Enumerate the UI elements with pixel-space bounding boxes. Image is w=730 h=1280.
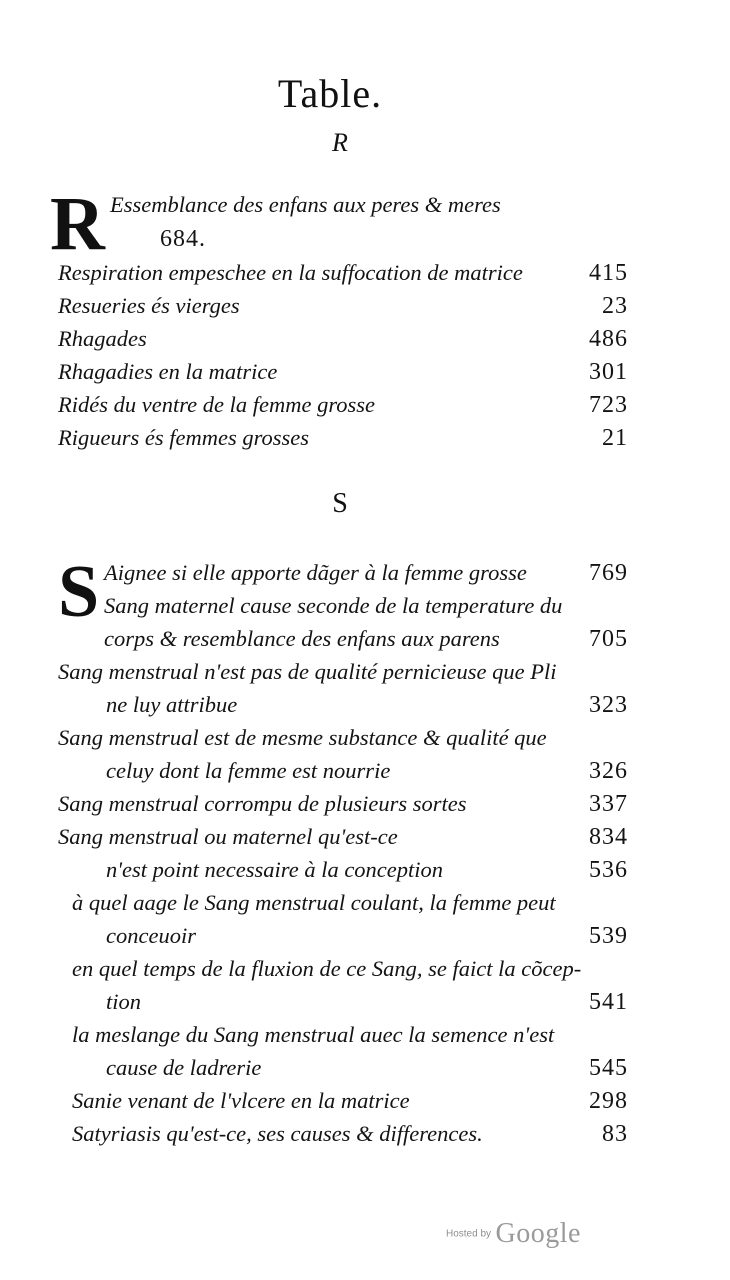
index-entry — [58, 890, 628, 922]
index-entry — [58, 791, 628, 823]
watermark-prefix: Hosted by — [446, 1228, 492, 1240]
dropcap-r: R — [50, 182, 105, 266]
entry-page: 541 — [589, 989, 628, 1015]
index-entry — [58, 260, 628, 292]
entry-page: 21 — [602, 425, 628, 451]
entry-text: Sang menstrual corrompu de plusieurs sortes — [58, 791, 467, 816]
index-entry — [58, 923, 628, 955]
entry-text: à quel aage le Sang menstrual coulant, la femme peut — [72, 890, 556, 915]
entry-page: 83 — [602, 1121, 628, 1147]
entry-text: Sang menstrual est de mesme substance & qualité que — [58, 725, 547, 750]
page-title: Table. — [277, 71, 383, 116]
entry-page: 23 — [602, 293, 628, 319]
entry-text: n'est point necessaire à la conception — [106, 857, 444, 882]
entry-page: 415 — [589, 260, 628, 286]
entry-text: Rigueurs és femmes grosses — [58, 425, 310, 450]
entry-text: celuy dont la femme est nourrie — [106, 758, 391, 783]
entry-text: Satyriasis qu'est-ce, ses causes & differences. — [72, 1121, 483, 1146]
entry-page: 486 — [589, 326, 628, 352]
entry-page: 301 — [589, 359, 628, 385]
entry-page: 323 — [589, 692, 628, 718]
index-entry — [104, 560, 628, 592]
entry-text: Ridés du ventre de la femme grosse — [58, 392, 375, 417]
index-entry — [58, 1055, 628, 1087]
entry-page: 705 — [589, 626, 628, 652]
entry-page: 298 — [589, 1088, 628, 1114]
entry-text: Rhagadies en la matrice — [58, 359, 278, 384]
entry-text: la meslange du Sang menstrual auec la semence n'est — [72, 1022, 555, 1047]
index-entry — [58, 659, 628, 691]
dropcap-s: S — [58, 551, 100, 633]
index-entry — [58, 1088, 628, 1120]
index-entry — [58, 392, 628, 424]
section-heading-s: S — [332, 488, 348, 519]
entry-text: tion — [106, 989, 142, 1014]
index-entry — [58, 956, 628, 988]
index-entry — [58, 425, 628, 457]
index-entry — [58, 359, 628, 391]
entry-text: Essemblance des enfans aux peres & meres — [110, 192, 501, 217]
entry-text: ne luy attribue — [106, 692, 238, 717]
google-logo: Google — [495, 1218, 581, 1249]
entry-text: cause de ladrerie — [106, 1055, 262, 1080]
entry-page: 536 — [589, 857, 628, 883]
entry-text: conceuoir — [106, 923, 196, 948]
index-entry — [58, 758, 628, 790]
entry-page: 337 — [589, 791, 628, 817]
index-entry-page-line — [160, 226, 280, 258]
entry-page: 539 — [589, 923, 628, 949]
google-watermark — [446, 1218, 581, 1252]
entry-text: Respiration empeschee en la suffocation de matrice — [58, 260, 523, 285]
entry-text: en quel temps de la fluxion de ce Sang, se faict la cõcep- — [72, 956, 582, 981]
entry-text: Resueries és vierges — [58, 293, 240, 318]
entry-text: Rhagades — [58, 326, 147, 351]
index-entry — [58, 857, 628, 889]
index-entry — [58, 725, 628, 757]
index-entry — [104, 593, 628, 625]
entry-page: 723 — [589, 392, 628, 418]
index-entry — [58, 1022, 628, 1054]
section-letter-r: R — [332, 128, 348, 157]
entry-page: 769 — [589, 560, 628, 586]
entry-text: corps & resemblance des enfans aux parens — [104, 626, 500, 651]
index-entry — [58, 989, 628, 1021]
entry-page: 545 — [589, 1055, 628, 1081]
index-entry — [104, 626, 628, 658]
entry-text: Sang menstrual ou maternel qu'est-ce — [58, 824, 398, 849]
entry-text: Sang menstrual n'est pas de qualité pernicieuse que Pli — [58, 659, 557, 684]
index-entry — [58, 326, 628, 358]
entry-text: Sang maternel cause seconde de la temperature du — [104, 593, 563, 618]
entry-page: 834 — [589, 824, 628, 850]
entry-text: Aignee si elle apporte dãger à la femme grosse — [104, 560, 527, 585]
index-entry — [58, 293, 628, 325]
index-entry — [58, 1121, 628, 1153]
index-entry — [110, 192, 560, 224]
entry-text: Sanie venant de l'vlcere en la matrice — [72, 1088, 410, 1113]
entry-page: 326 — [589, 758, 628, 784]
index-entry — [58, 824, 628, 856]
entry-page: 684. — [160, 226, 206, 252]
index-entry — [58, 692, 628, 724]
